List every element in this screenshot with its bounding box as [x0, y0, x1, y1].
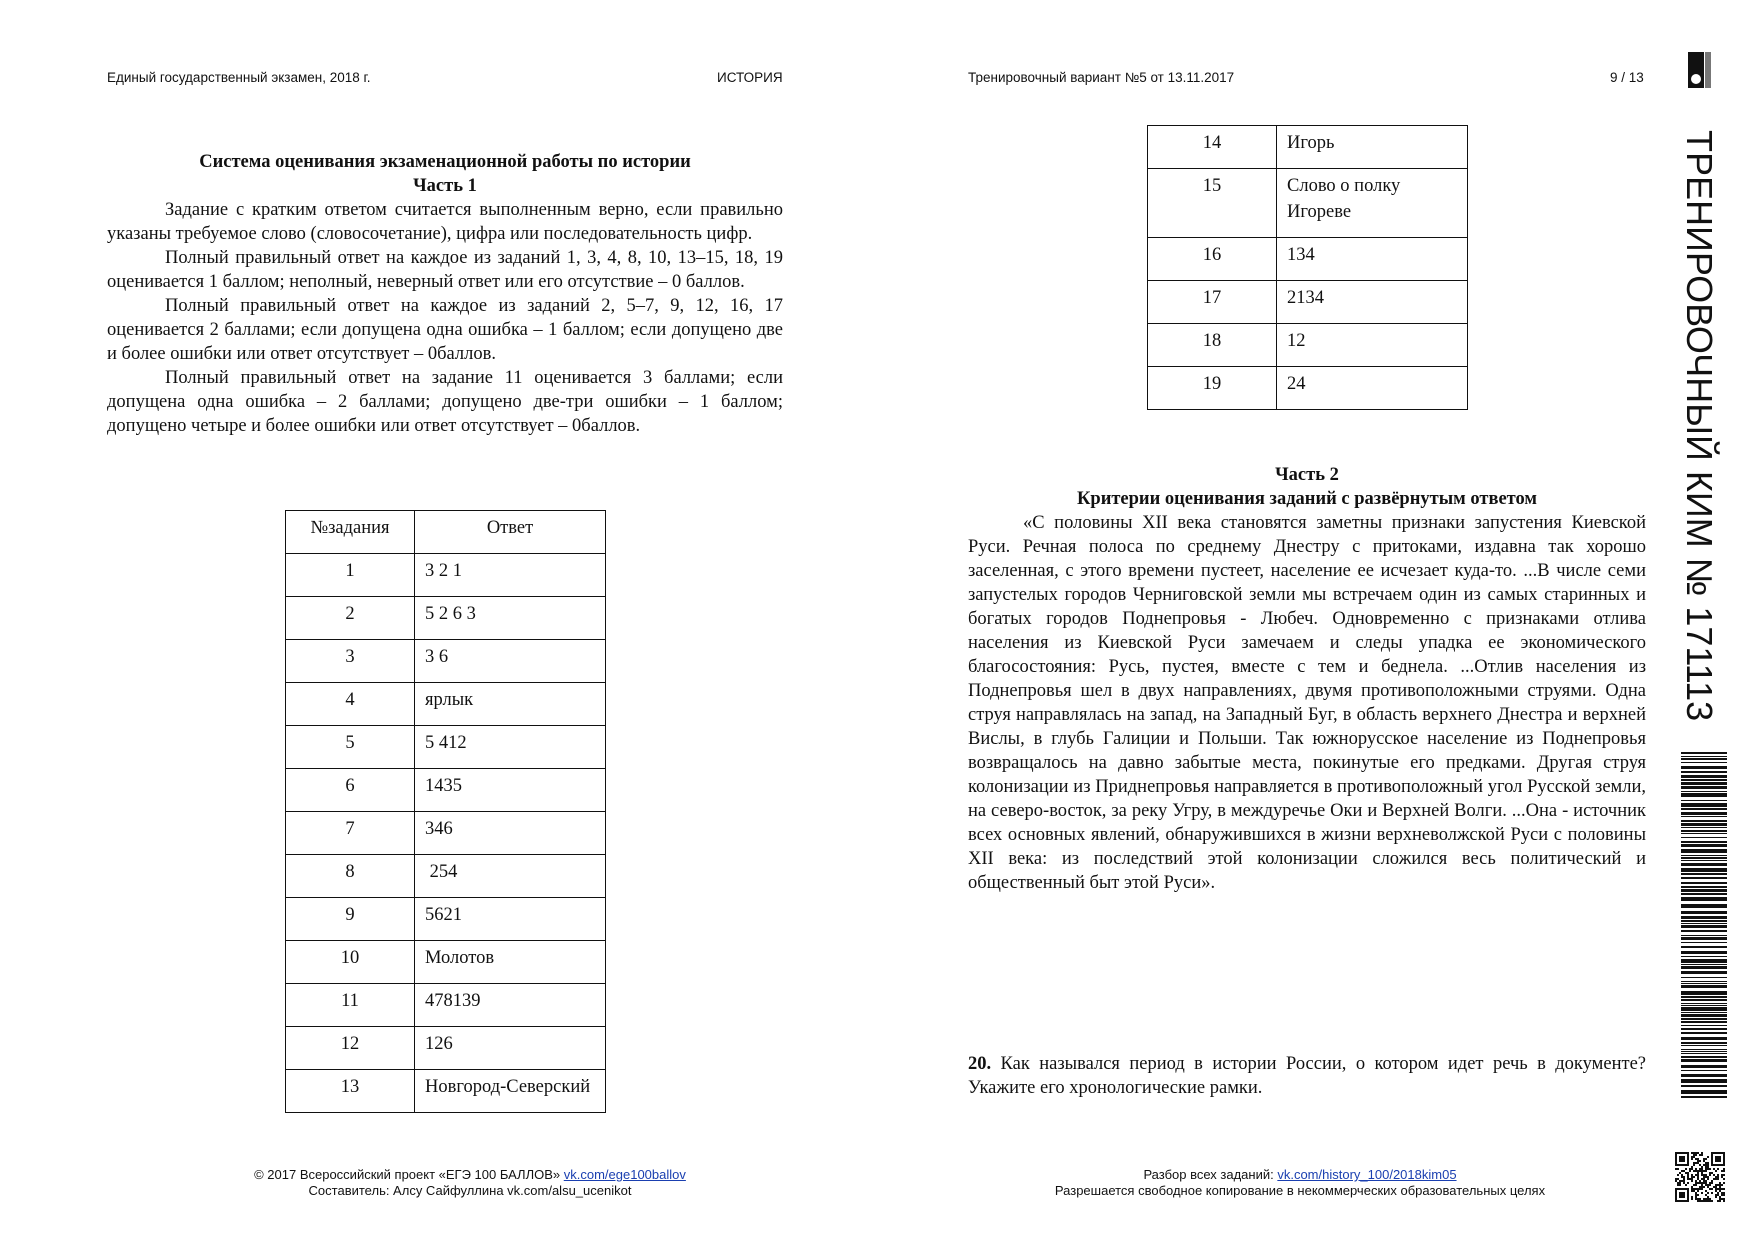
table-row	[286, 597, 606, 640]
task-number-cell: 10	[286, 941, 415, 984]
source-quote: «С половины XII века становятся заметны признаки запустения Киевской Руси. Речная полоса по среднему Днестру с притоками, издавна так хорошо заселенная, с этого времени пустеет, население ее исчезает куда-то. ...В числе семи запустелых городов Черниговской земли мы встречаем один из самых старинных и богатых городов Поднепровья - Любеч. Одновременно с признаками отлива населения из Киевской Руси замечаем и следы упадка ее экономического благосостояния: Русь, пустея, вместе с тем и беднела. ...Отлив населения из Поднепровья шел в двух направлениях, двумя противоположными струями. Одна струя направлялась на запад, на Западный Буг, в область верхнего Днестра и верхней Вислы, в глубь Галиции и Польши. Так южнорусское население из Поднепровья возвращалось на давно забытые места, покинутые его предками. Другая струя колонизации из Приднепровья направляется в противоположный угол Русской земли, на северо-восток, за реку Угру, в междуречье Оки и Верхней Волги. ...Она - источник всех основных явлений, обнаружившихся в жизни верхневолжской Руси с половины XII века: из последствий этой колонизации сложился весь политический и общественный быт этой Руси».	[968, 513, 1646, 893]
answer-cell: 126	[415, 1027, 606, 1070]
table-row	[286, 640, 606, 683]
logo-mark-icon	[1688, 52, 1712, 88]
table-row	[286, 683, 606, 726]
part1-subtitle: Часть 1	[413, 176, 477, 196]
vertical-title-text: ТРЕНИРОВОЧНЫЙ КИМ № 171113	[1679, 130, 1720, 722]
part2-section	[968, 463, 1646, 895]
table-row	[286, 1027, 606, 1070]
table-row	[286, 726, 606, 769]
column-header-answer: Ответ	[415, 511, 606, 554]
table-row	[1148, 281, 1468, 324]
table-row	[286, 984, 606, 1027]
task-number-cell: 3	[286, 640, 415, 683]
part1-paragraph: Полный правильный ответ на задание 11 оценивается 3 баллами; если допущена одна ошибка – 2 баллами; допущено две-три ошибки – 1 баллом; допущено четыре и более ошибки или ответ отсутствует – 0баллов.	[107, 368, 783, 436]
header-variant: Тренировочный вариант №5 от 13.11.2017	[968, 70, 1235, 85]
task-number-cell: 16	[1148, 238, 1277, 281]
answer-cell: Молотов	[415, 941, 606, 984]
task-number-cell: 15	[1148, 169, 1277, 238]
part2-title: Часть 2	[1275, 465, 1339, 485]
table-row	[286, 855, 606, 898]
vertical-title	[1679, 130, 1720, 722]
task-number-cell: 17	[1148, 281, 1277, 324]
table-row	[1148, 238, 1468, 281]
task-number-cell: 14	[1148, 126, 1277, 169]
answer-cell: 1435	[415, 769, 606, 812]
answer-cell: 478139	[415, 984, 606, 1027]
answer-cell: 346	[415, 812, 606, 855]
answer-cell: 254	[415, 855, 606, 898]
answer-cell: 24	[1277, 367, 1468, 410]
table-header-row	[286, 511, 606, 554]
task-number-cell: 5	[286, 726, 415, 769]
footer-license: Разрешается свободное копирование в некоммерческих образовательных целях	[1054, 1183, 1546, 1198]
part1-paragraph: Полный правильный ответ на каждое из заданий 1, 3, 4, 8, 10, 13–15, 18, 19 оценивается 1 баллом; неполный, неверный ответ или его отсутствие – 0 баллов.	[107, 248, 783, 292]
answers-table-right	[1147, 125, 1468, 410]
header-subject: ИСТОРИЯ	[717, 70, 783, 85]
table-row	[286, 1070, 606, 1113]
answers-table-left	[285, 510, 606, 1113]
task-number-cell: 12	[286, 1027, 415, 1070]
footer-analysis-link[interactable]: vk.com/history_100/2018kim05	[1277, 1167, 1457, 1182]
question-text: Как назывался период в истории России, о котором идет речь в документе? Укажите его хронологические рамки.	[968, 1054, 1646, 1098]
answer-cell: 12	[1277, 324, 1468, 367]
task-number-cell: 8	[286, 855, 415, 898]
column-header-task-number: №задания	[286, 511, 415, 554]
answer-cell: 5 2 6 3	[415, 597, 606, 640]
part1-title: Система оценивания экзаменационной работы по истории	[199, 152, 691, 172]
table-row	[286, 812, 606, 855]
header-page-number: 9 / 13	[1610, 70, 1644, 85]
footer-project-link[interactable]: vk.com/ege100ballov	[563, 1167, 686, 1182]
answer-cell: Слово о полку Игореве	[1277, 169, 1468, 238]
part2-subtitle: Критерии оценивания заданий с развёрнутым ответом	[1076, 489, 1538, 509]
footer-author: Составитель: Алсу Сайфуллина vk.com/alsu_ucenikot	[308, 1183, 632, 1198]
task-number-cell: 18	[1148, 324, 1277, 367]
barcode-icon	[1681, 752, 1727, 1100]
table-row	[1148, 324, 1468, 367]
part1-paragraph: Полный правильный ответ на каждое из заданий 2, 5–7, 9, 12, 16, 17 оценивается 2 баллами; если допущена одна ошибка – 1 баллом; если допущено две и более ошибки или ответ отсутствует – 0баллов.	[107, 296, 783, 364]
task-number-cell: 11	[286, 984, 415, 1027]
footer-right	[990, 1167, 1610, 1199]
footer-analysis-label: Разбор всех заданий:	[1143, 1167, 1278, 1182]
part1-section	[107, 150, 783, 438]
question-20	[968, 1052, 1646, 1100]
qr-code-icon	[1675, 1152, 1725, 1202]
task-number-cell: 13	[286, 1070, 415, 1113]
task-number-cell: 19	[1148, 367, 1277, 410]
task-number-cell: 9	[286, 898, 415, 941]
answer-cell: ярлык	[415, 683, 606, 726]
table-row	[286, 898, 606, 941]
question-number: 20.	[968, 1054, 992, 1074]
answer-cell: 3 6	[415, 640, 606, 683]
answer-cell: Игорь	[1277, 126, 1468, 169]
footer-left	[190, 1167, 750, 1199]
table-row	[1148, 367, 1468, 410]
answer-cell: 134	[1277, 238, 1468, 281]
header-exam-title: Единый государственный экзамен, 2018 г.	[107, 70, 371, 85]
task-number-cell: 1	[286, 554, 415, 597]
answer-cell: 2134	[1277, 281, 1468, 324]
answer-cell: 5 412	[415, 726, 606, 769]
table-row	[286, 941, 606, 984]
task-number-cell: 4	[286, 683, 415, 726]
task-number-cell: 2	[286, 597, 415, 640]
task-number-cell: 7	[286, 812, 415, 855]
footer-copyright: © 2017 Всероссийский проект «ЕГЭ 100 БАЛЛОВ»	[254, 1167, 564, 1182]
table-row	[1148, 126, 1468, 169]
task-number-cell: 6	[286, 769, 415, 812]
table-row	[286, 769, 606, 812]
table-row	[1148, 169, 1468, 238]
part1-paragraph: Задание с кратким ответом считается выполненным верно, если правильно указаны требуемое слово (словосочетание), цифра или последовательность цифр.	[107, 200, 783, 244]
table-row	[286, 554, 606, 597]
answer-cell: 5621	[415, 898, 606, 941]
answer-cell: Новгород-Северский	[415, 1070, 606, 1113]
answer-cell: 3 2 1	[415, 554, 606, 597]
